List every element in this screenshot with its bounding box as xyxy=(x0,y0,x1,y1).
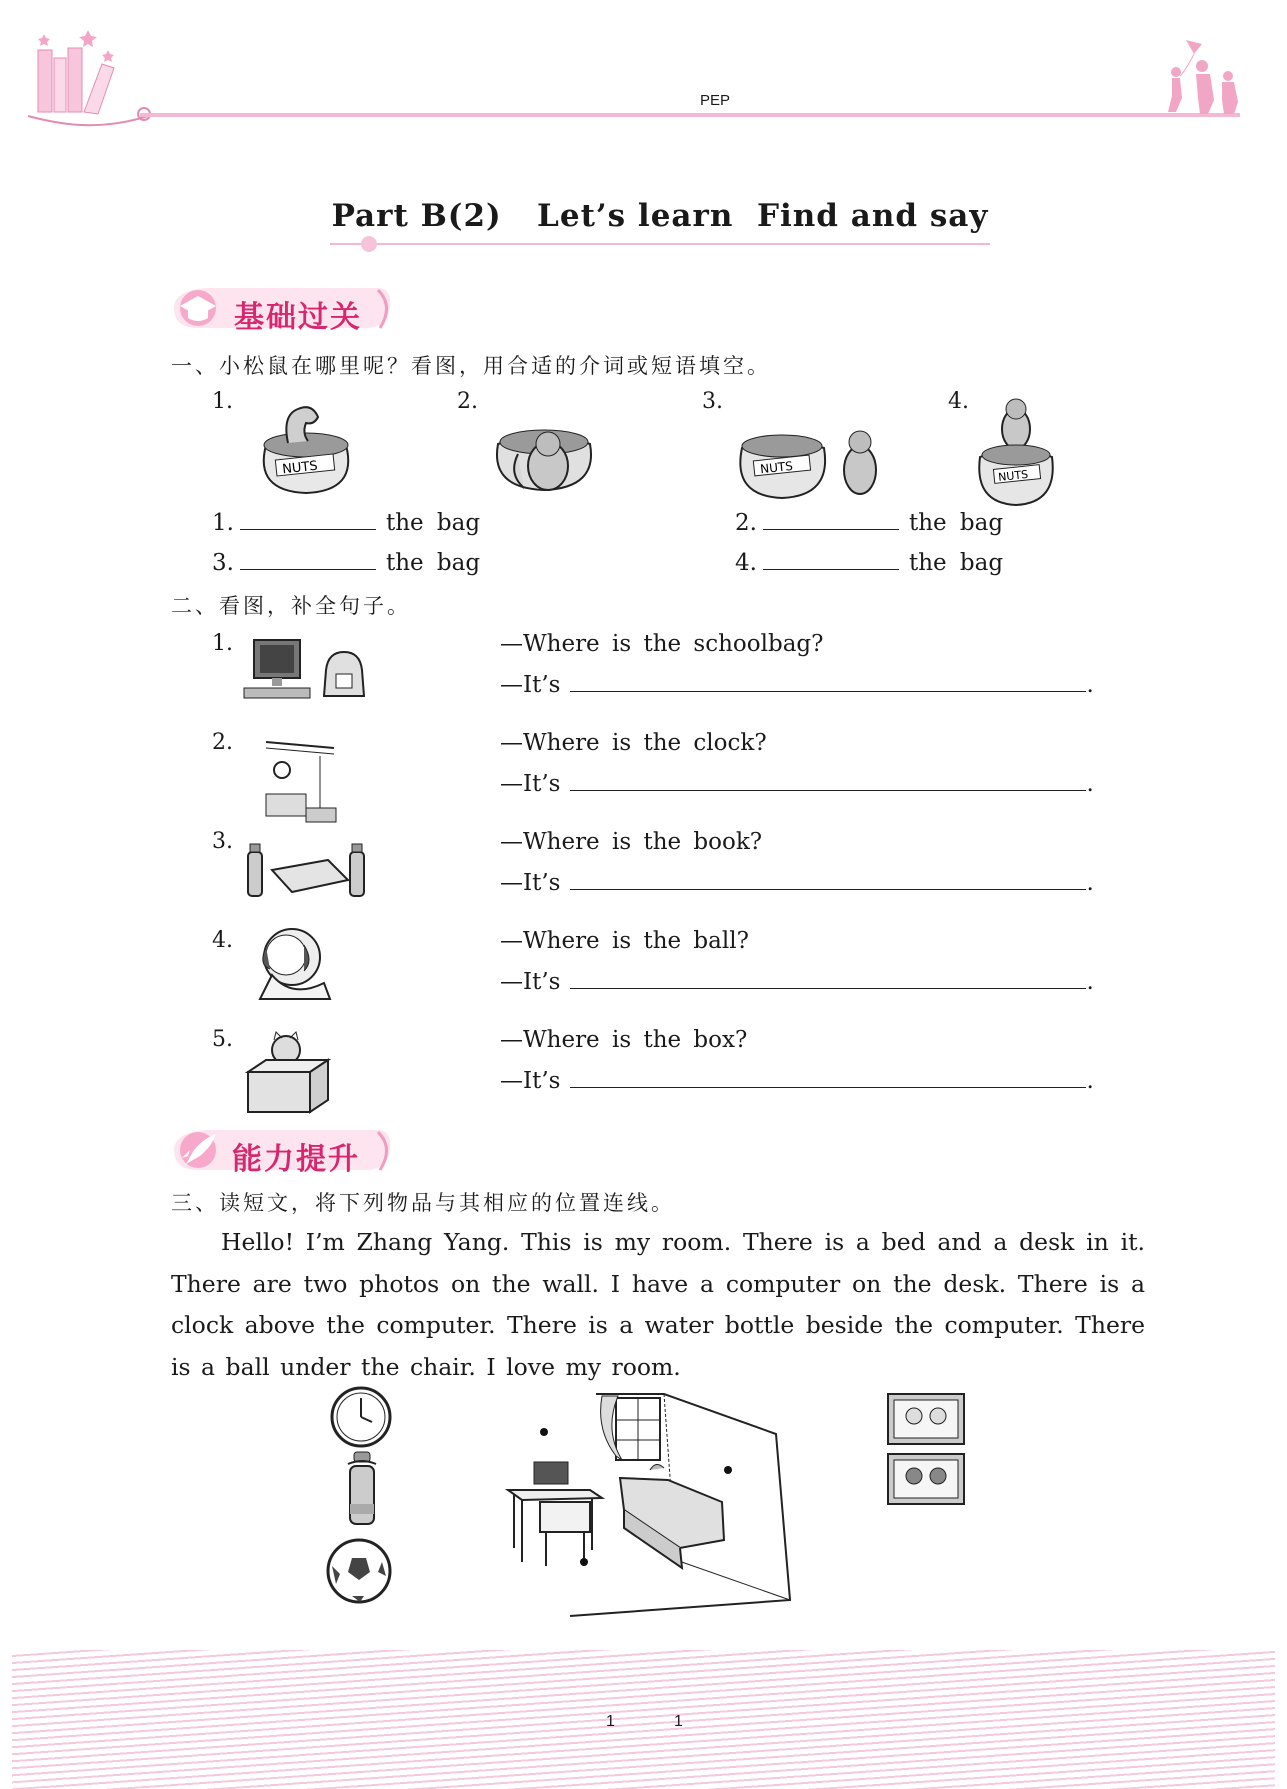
passage-text: Hello! I’m Zhang Yang. This is my room. There is a bed and a desk in it. There are two photos on the wall. I have a computer on the desk. There is a clock above the computer. There is a water bottle beside the computer. There is a ball under the chair. I love my room. xyxy=(171,1228,1145,1381)
squirrel-in-front-of-bag-picture xyxy=(490,404,602,496)
answer-blank[interactable] xyxy=(763,549,899,570)
section-title-basic: 基础过关 xyxy=(234,300,362,335)
answer-blank[interactable] xyxy=(570,968,1086,989)
ball-picture xyxy=(324,1536,394,1606)
item-number: 3. xyxy=(212,829,233,854)
water-bottle-picture xyxy=(342,1450,382,1528)
answer-blank[interactable] xyxy=(570,869,1086,890)
fill-line xyxy=(735,509,1003,536)
question-text: —Where is the box? xyxy=(500,1027,748,1053)
fill-text: the bag xyxy=(908,550,1004,576)
nuts-label: NUTS xyxy=(281,458,319,478)
question-text: —Where is the schoolbag? xyxy=(500,631,824,657)
footer-band xyxy=(12,1650,1275,1789)
books-decoration-icon xyxy=(28,20,158,135)
fill-number: 3. xyxy=(212,550,234,576)
fill-line xyxy=(212,549,480,576)
room-illustration xyxy=(500,1390,812,1624)
picture-number: 4. xyxy=(948,389,969,414)
item-number: 4. xyxy=(212,928,233,953)
fill-number: 1. xyxy=(212,510,234,536)
question-text: —Where is the clock? xyxy=(500,730,767,756)
picture-number: 3. xyxy=(702,389,723,414)
squirrel-beside-bag-picture xyxy=(732,412,882,500)
answer-prefix: —It’s xyxy=(500,870,561,896)
answer-line xyxy=(500,869,1094,896)
answer-blank[interactable] xyxy=(240,549,376,570)
fill-text: the bag xyxy=(908,510,1004,536)
answer-line xyxy=(500,770,1094,797)
section-title-ability: 能力提升 xyxy=(232,1142,360,1177)
two-photos-picture xyxy=(886,1392,968,1512)
cat-on-box-picture xyxy=(246,1032,332,1116)
dog-with-ball-picture xyxy=(252,925,336,1001)
kids-flying-kite-icon xyxy=(1158,36,1246,116)
answer-line xyxy=(500,671,1094,698)
picture-number: 1. xyxy=(212,389,233,414)
q3-heading: 三、读短文，将下列物品与其相应的位置连线。 xyxy=(171,1191,675,1215)
title-dot xyxy=(361,236,377,252)
item-number: 2. xyxy=(212,730,233,755)
page-title: Part B(2) Let’s learn Find and say xyxy=(331,198,989,234)
question-text: —Where is the ball? xyxy=(500,928,749,954)
answer-prefix: —It’s xyxy=(500,969,561,995)
answer-prefix: —It’s xyxy=(500,771,561,797)
answer-blank[interactable] xyxy=(570,770,1086,791)
dot-marker[interactable] xyxy=(580,1558,588,1566)
computer-and-schoolbag-picture xyxy=(244,638,374,704)
answer-blank[interactable] xyxy=(763,509,899,530)
fill-line xyxy=(735,549,1003,576)
clock-above-sofa-picture xyxy=(264,738,340,824)
picture-number: 2. xyxy=(457,389,478,414)
clock-picture xyxy=(328,1384,394,1450)
fill-number: 4. xyxy=(735,550,757,576)
answer-line xyxy=(500,1067,1094,1094)
item-number: 5. xyxy=(212,1027,233,1052)
fill-text: the bag xyxy=(385,510,481,536)
answer-prefix: —It’s xyxy=(500,1068,561,1094)
q2-heading: 二、看图，补全句子。 xyxy=(171,594,411,618)
page-number: 1 xyxy=(674,1713,683,1730)
squirrel-in-bag-picture xyxy=(248,395,362,497)
period: . xyxy=(1086,969,1094,995)
fill-text: the bag xyxy=(385,550,481,576)
squirrel-on-bag-picture xyxy=(974,395,1062,507)
nuts-label: NUTS xyxy=(997,467,1029,484)
period: . xyxy=(1086,870,1094,896)
nuts-label: NUTS xyxy=(759,458,794,477)
period: . xyxy=(1086,1068,1094,1094)
page-number: 1 xyxy=(606,1713,615,1730)
fill-line xyxy=(212,509,480,536)
fill-number: 2. xyxy=(735,510,757,536)
q1-heading: 一、小松鼠在哪里呢？看图，用合适的介词或短语填空。 xyxy=(171,354,771,378)
book-between-bottles-picture xyxy=(244,840,372,898)
title-underline xyxy=(330,243,990,245)
graduation-cap-icon xyxy=(178,292,220,326)
question-text: —Where is the book? xyxy=(500,829,763,855)
answer-blank[interactable] xyxy=(570,671,1086,692)
item-number: 1. xyxy=(212,631,233,656)
answer-prefix: —It’s xyxy=(500,672,561,698)
dot-marker[interactable] xyxy=(540,1428,548,1436)
period: . xyxy=(1086,672,1094,698)
rocket-icon xyxy=(180,1132,218,1170)
period: . xyxy=(1086,771,1094,797)
answer-blank[interactable] xyxy=(240,509,376,530)
reading-passage xyxy=(171,1222,1145,1388)
answer-line xyxy=(500,968,1094,995)
answer-blank[interactable] xyxy=(570,1067,1086,1088)
series-label: PEP xyxy=(700,92,731,109)
dot-marker[interactable] xyxy=(724,1466,732,1474)
header-rule xyxy=(140,113,1240,117)
